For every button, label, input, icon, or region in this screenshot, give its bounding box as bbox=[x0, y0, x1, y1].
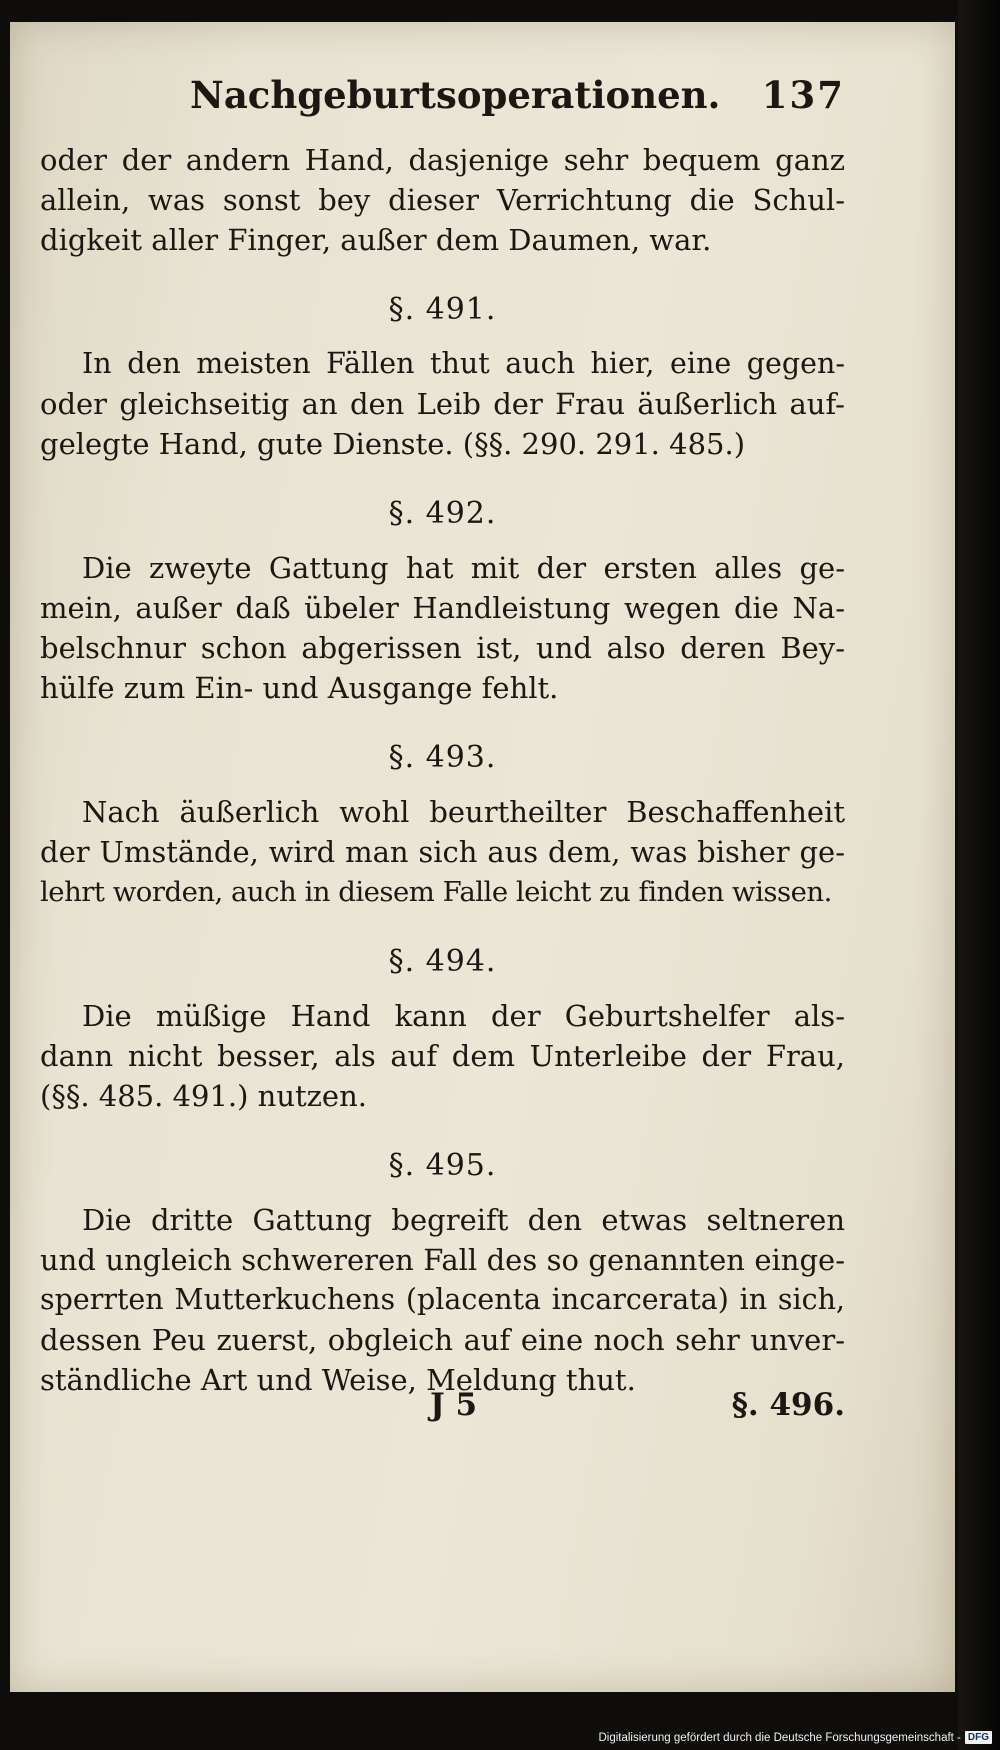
page-content bbox=[40, 73, 845, 1423]
text-line: oder gleichseitig an den Leib der Frau äußerlich auf- bbox=[40, 387, 845, 421]
text-line: (§§. 485. 491.) nutzen. bbox=[40, 1079, 367, 1113]
text-line: digkeit aller Finger, außer dem Daumen, war. bbox=[40, 223, 712, 257]
section-heading: §. 492. bbox=[388, 496, 497, 531]
text-line: Die dritte Gattung begreift den etwas seltneren bbox=[82, 1203, 845, 1237]
text-line: Nach äußerlich wohl beurtheilter Beschaffenheit bbox=[82, 795, 845, 829]
text-line: lehrt worden, auch in diesem Falle leicht zu finden wissen. bbox=[40, 876, 832, 908]
text-line: hülfe zum Ein- und Ausgange fehlt. bbox=[40, 671, 559, 705]
text-line: der Umstände, wird man sich aus dem, was bisher ge- bbox=[40, 835, 845, 869]
section-494 bbox=[40, 942, 845, 1116]
section-heading: §. 491. bbox=[388, 292, 497, 327]
signature-mark: J 5 bbox=[430, 1387, 478, 1423]
digitization-credit bbox=[598, 1731, 992, 1744]
dfg-logo-icon: DFG bbox=[965, 1731, 992, 1744]
text-line: sperrten Mutterkuchens (placenta incarcerata) in sich, bbox=[40, 1283, 845, 1316]
opening-paragraph bbox=[40, 140, 845, 260]
text-line: dessen Peu zuerst, obgleich auf eine noch sehr unver- bbox=[40, 1323, 845, 1357]
text-line: ständliche Art und Weise, Meldung thut. bbox=[40, 1363, 636, 1397]
text-line: Die zweyte Gattung hat mit der ersten alles ge- bbox=[82, 551, 845, 585]
scan-background-edge bbox=[958, 0, 1000, 1750]
text-line: allein, was sonst bey dieser Verrichtung die Schul- bbox=[40, 183, 845, 217]
text-line: und ungleich schwereren Fall des so genannten einge- bbox=[40, 1243, 845, 1277]
catchword: §. 496. bbox=[731, 1387, 845, 1423]
book-page bbox=[10, 22, 955, 1692]
text-line: dann nicht besser, als auf dem Unterleibe der Frau, bbox=[40, 1039, 845, 1073]
section-heading: §. 493. bbox=[388, 740, 497, 775]
section-heading: §. 494. bbox=[388, 944, 497, 979]
credit-text: Digitalisierung gefördert durch die Deutsche Forschungsgemeinschaft - bbox=[598, 1731, 961, 1744]
text-line: gelegte Hand, gute Dienste. (§§. 290. 291. 485.) bbox=[40, 427, 746, 461]
section-492 bbox=[40, 494, 845, 708]
text-line: In den meisten Fällen thut auch hier, eine gegen- bbox=[82, 347, 845, 380]
section-491 bbox=[40, 290, 845, 464]
page-number: 137 bbox=[761, 73, 845, 117]
text-line: mein, außer daß übeler Handleistung wegen die Na- bbox=[40, 591, 845, 625]
section-493 bbox=[40, 738, 845, 912]
text-line: oder der andern Hand, dasjenige sehr bequem ganz bbox=[40, 143, 845, 177]
text-line: Die müßige Hand kann der Geburtshelfer als- bbox=[82, 999, 845, 1033]
section-heading: §. 495. bbox=[388, 1148, 497, 1183]
running-head-title: Nachgeburtsoperationen. bbox=[190, 73, 721, 117]
running-head bbox=[40, 73, 845, 117]
text-line: belschnur schon abgerissen ist, und also deren Bey- bbox=[40, 631, 845, 665]
section-495 bbox=[40, 1146, 845, 1400]
